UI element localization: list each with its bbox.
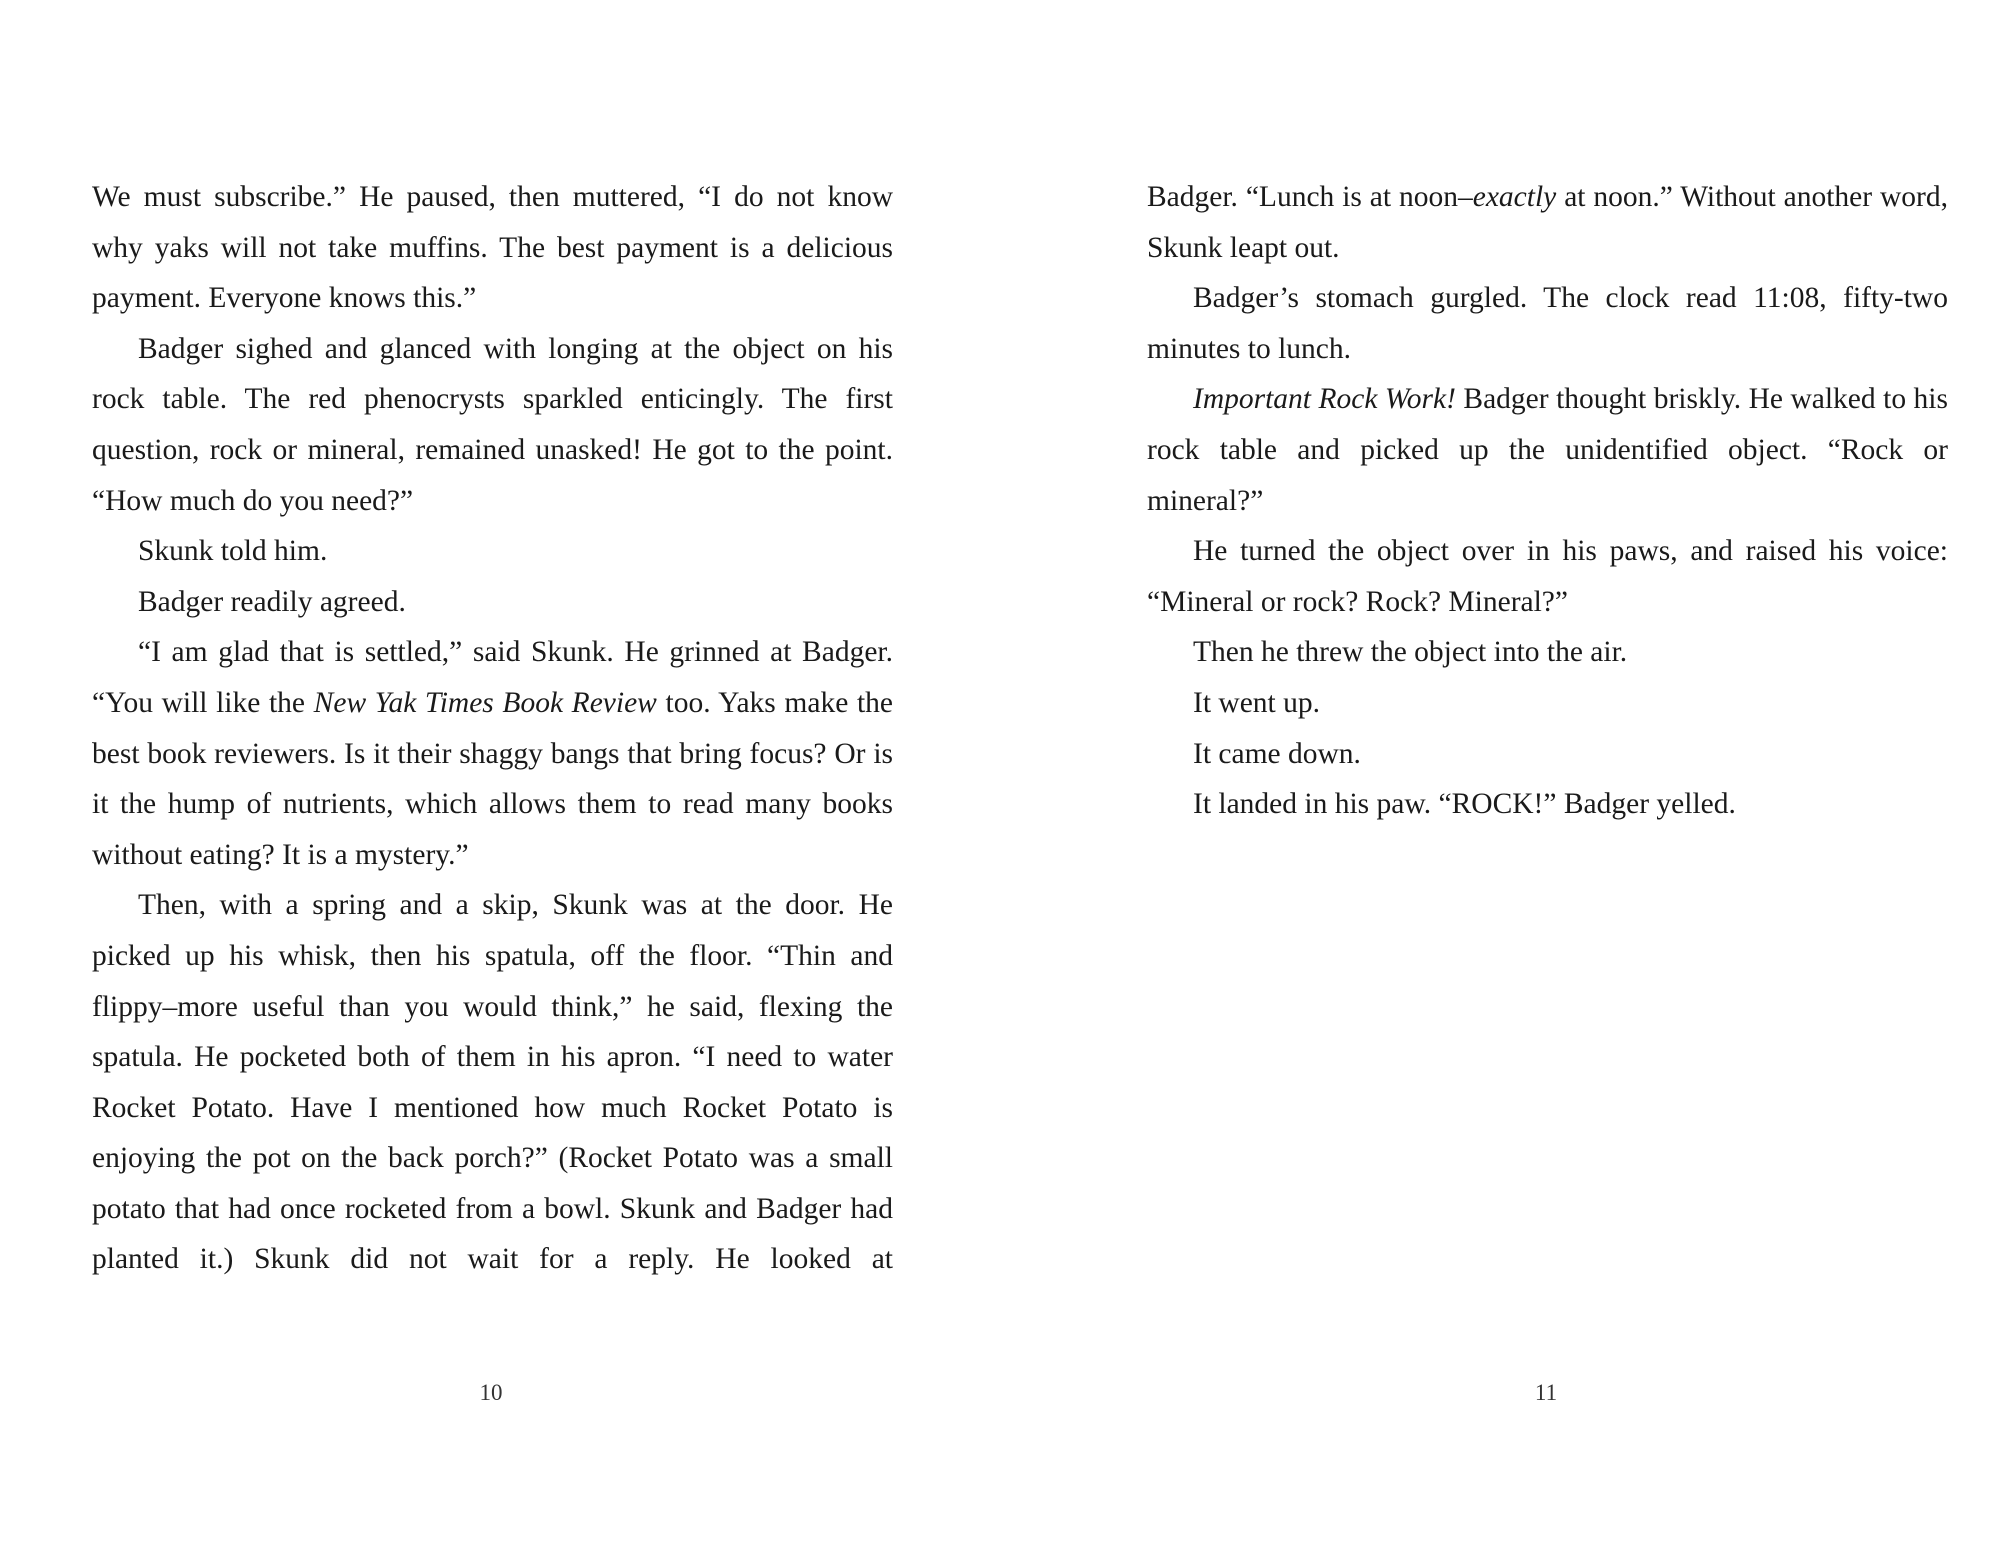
text-segment: It landed in his paw. “ROCK!” Badger yelled. xyxy=(1193,788,1736,821)
paragraph xyxy=(1147,678,1948,729)
book-title-italic: New Yak Times Book Review xyxy=(313,686,657,719)
left-page-text xyxy=(92,172,893,1285)
text-segment: Badger’s stomach gurgled. The clock read 11:08, fifty-two minutes to lunch. xyxy=(1147,282,1948,365)
text-segment: “I am glad that is settled,” said Skunk. He grinned at Badger. “You will like the xyxy=(92,636,893,719)
text-segment: at noon.” Without another word, Skunk leapt out. xyxy=(1147,181,1949,264)
paragraph xyxy=(92,172,893,324)
right-page-text xyxy=(1147,172,1948,830)
text-segment: Badger. “Lunch is at noon– xyxy=(1147,181,1473,213)
text-segment: It went up. xyxy=(1193,686,1320,719)
paragraph xyxy=(92,880,893,1285)
paragraph xyxy=(1147,627,1948,678)
paragraph xyxy=(1147,273,1948,374)
emphasis-italic: exactly xyxy=(1472,181,1557,213)
text-segment: We must subscribe.” He paused, then muttered, “I do not know why yaks will not take muffins. The best payment is a delicious payment. Everyone knows this.” xyxy=(92,181,893,315)
text-segment: It came down. xyxy=(1193,737,1361,770)
text-segment: Badger sighed and glanced with longing at the object on his rock table. The red phenocrysts sparkled enticingly. The first question, rock or mineral, remained unasked! He got to the point. “How much do you need?” xyxy=(92,332,893,517)
text-segment: Badger thought briskly. He walked to his rock table and picked up the unidentified object. “Rock or mineral?” xyxy=(1147,383,1948,517)
text-segment: too. Yaks make the best book reviewers. Is it their shaggy bangs that bring focus? Or is it the hump of nutrients, which allows them to read many books without eating? It is a mystery.” xyxy=(92,686,893,871)
text-segment: Then he threw the object into the air. xyxy=(1193,636,1628,669)
paragraph xyxy=(92,577,893,628)
paragraph xyxy=(92,526,893,577)
right-page xyxy=(1007,0,2014,1557)
paragraph xyxy=(1147,729,1948,780)
paragraph xyxy=(1147,172,1948,273)
text-segment: Then, with a spring and a skip, Skunk was at the door. He picked up his whisk, then his spatula, off the floor. “Thin and flippy–more useful than you would think,” he said, flexing the spatula. He pocketed both of them in his apron. “I need to water Rocket Potato. Have I mentioned how much Rocket Potato is enjoying the pot on the back porch?” (Rocket Potato was a small potato that had once rocketed from a bowl. Skunk and Badger had planted it.) Skunk did not wait for a reply. He looked at xyxy=(92,889,893,1276)
emphasis-italic: Important Rock Work! xyxy=(1193,383,1456,416)
text-segment: Badger readily agreed. xyxy=(138,585,406,618)
page-number: 11 xyxy=(1534,1380,1558,1405)
text-segment: He turned the object over in his paws, and raised his voice: “Mineral or rock? Rock? Mineral?” xyxy=(1147,535,1948,618)
paragraph xyxy=(1147,779,1948,830)
paragraph xyxy=(92,627,893,880)
paragraph xyxy=(1147,526,1948,627)
text-segment: Skunk told him. xyxy=(138,535,328,568)
page-number: 10 xyxy=(479,1380,503,1405)
paragraph xyxy=(92,324,893,526)
paragraph xyxy=(1147,374,1948,526)
